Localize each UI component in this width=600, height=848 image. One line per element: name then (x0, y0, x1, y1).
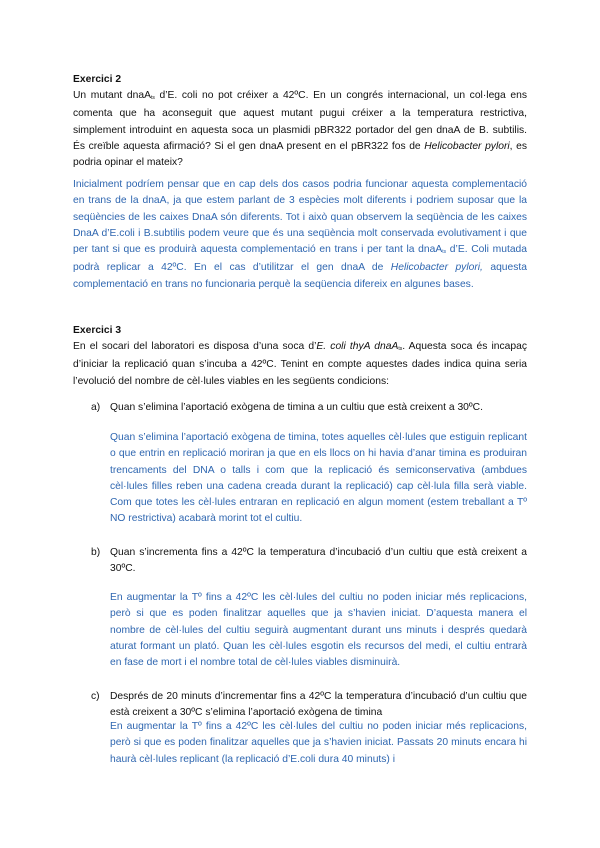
item-c-label: c) (91, 691, 100, 702)
item-c-question: Després de 20 minuts d’incrementar fins a 42ºC la temperatura d’incubació d’un cultiu que està creixent a 30ºC s’elimina l’aportació exògena de timina (110, 691, 527, 719)
exercise-3-intro: En el socari del laboratori es disposa d’una soca d’E. coli thyA dnaA$_{ts}$. Aquesta soca és incapaç d’iniciar la replicació quan s’incuba a 42ºC. Tenint en compte aquestes dades indica quina seria l’evolució del nombre de cèl·lules viables en les següents condicions: (73, 341, 528, 387)
item-b-label: b) (91, 547, 101, 558)
list-item-b (91, 545, 527, 578)
item-b-question: Quan s’incrementa fins a 42ºC la temperatura d’incubació d’un cultiu que està creixent a 30ºC. (110, 547, 527, 575)
item-a-answer: Quan s’elimina l’aportació exògena de timina, totes aquelles cèl·lules que estiguin replicant o que entrin en replicació moriran ja que en els llocs on hi havia d’anar timina es produiran trencaments del DNA o talls i com que la replicació és semiconservativa (ambdues cèl·lules filles reben una cadena creada durant la replicació) cap cèl·lula filla serà viable. Com que totes les cèl·lules entraran en replicació en algun moment (estem treballant a Tº NO restrictiva) acabarà morint tot el cultiu. (110, 432, 527, 525)
list-item-c (91, 689, 527, 722)
exercise-2-title: Exercici 2 (73, 74, 122, 85)
item-a-question: Quan s’elimina l’aportació exògena de timina a un cultiu que està creixent a 30ºC. (110, 402, 483, 413)
exercise-3-title: Exercici 3 (73, 325, 122, 336)
item-a-label: a) (91, 402, 101, 413)
item-c-answer: En augmentar la Tº fins a 42ºC les cèl·lules del cultiu no poden iniciar més replicacions, però si que es poden finalitzar aquelles que ja s’havien iniciat. Passats 20 minuts encara hi haurà cèl·lules replicant (la replicació d’E.coli dura 40 minuts) i (110, 721, 527, 765)
exercise-2-answer: Inicialment podríem pensar que en cap dels dos casos podria funcionar aquesta complementació en trans de la dnaA, ja que estem parlant de 3 espècies molt diferents i podriem suposar que la seqüències de les caixes DnaA són diferents. Tot i això quan observem la seqüència de les caixes DnaA d’E.coli i B.subtilis podem veure que és una seqüència molt conservada evolutivament i que per tant si que es produirà aquesta complementació en trans i per tant la dnaA$_{ts}$ d’E. Coli mutada podrà replicar a 42ºC. En el cas d’utilitzar el gen dnaA de Helicobacter pylori, aquesta complementació en trans no funcionaria perquè la seqüencia difereix en algunes bases. (73, 179, 527, 290)
list-item-a (91, 400, 527, 416)
item-b-answer: En augmentar la Tº fins a 42ºC les cèl·lules del cultiu no poden iniciar més replicacions, però si que es poden finalitzar aquelles que ja s’havien iniciat. D’aquesta manera el nombre de cèl·lules del cultiu seguirà augmentant durant uns minuts i després quedarà aturat formant un plató. Quan les cèl·lules esgotin els recursos del medi, el cultiu entrarà en fase de mort i el nombre total de cèl·lules viables disminuirà. (110, 592, 527, 669)
exercise-2-question: Un mutant dnaA$_{ts}$ d’E. coli no pot créixer a 42ºC. En un congrés internacional, un col·lega ens comenta que ha aconseguit que aquest mutant pugui créixer a la temperatura restrictiva, simplement introduint en aquesta soca un plasmidi pBR322 portador del gen dnaA de B. subtilis. És creïble aquesta afirmació? Si el gen dnaA present en el pBR322 fos de Helicobacter pylori, es podria opinar el mateix? (73, 90, 527, 169)
